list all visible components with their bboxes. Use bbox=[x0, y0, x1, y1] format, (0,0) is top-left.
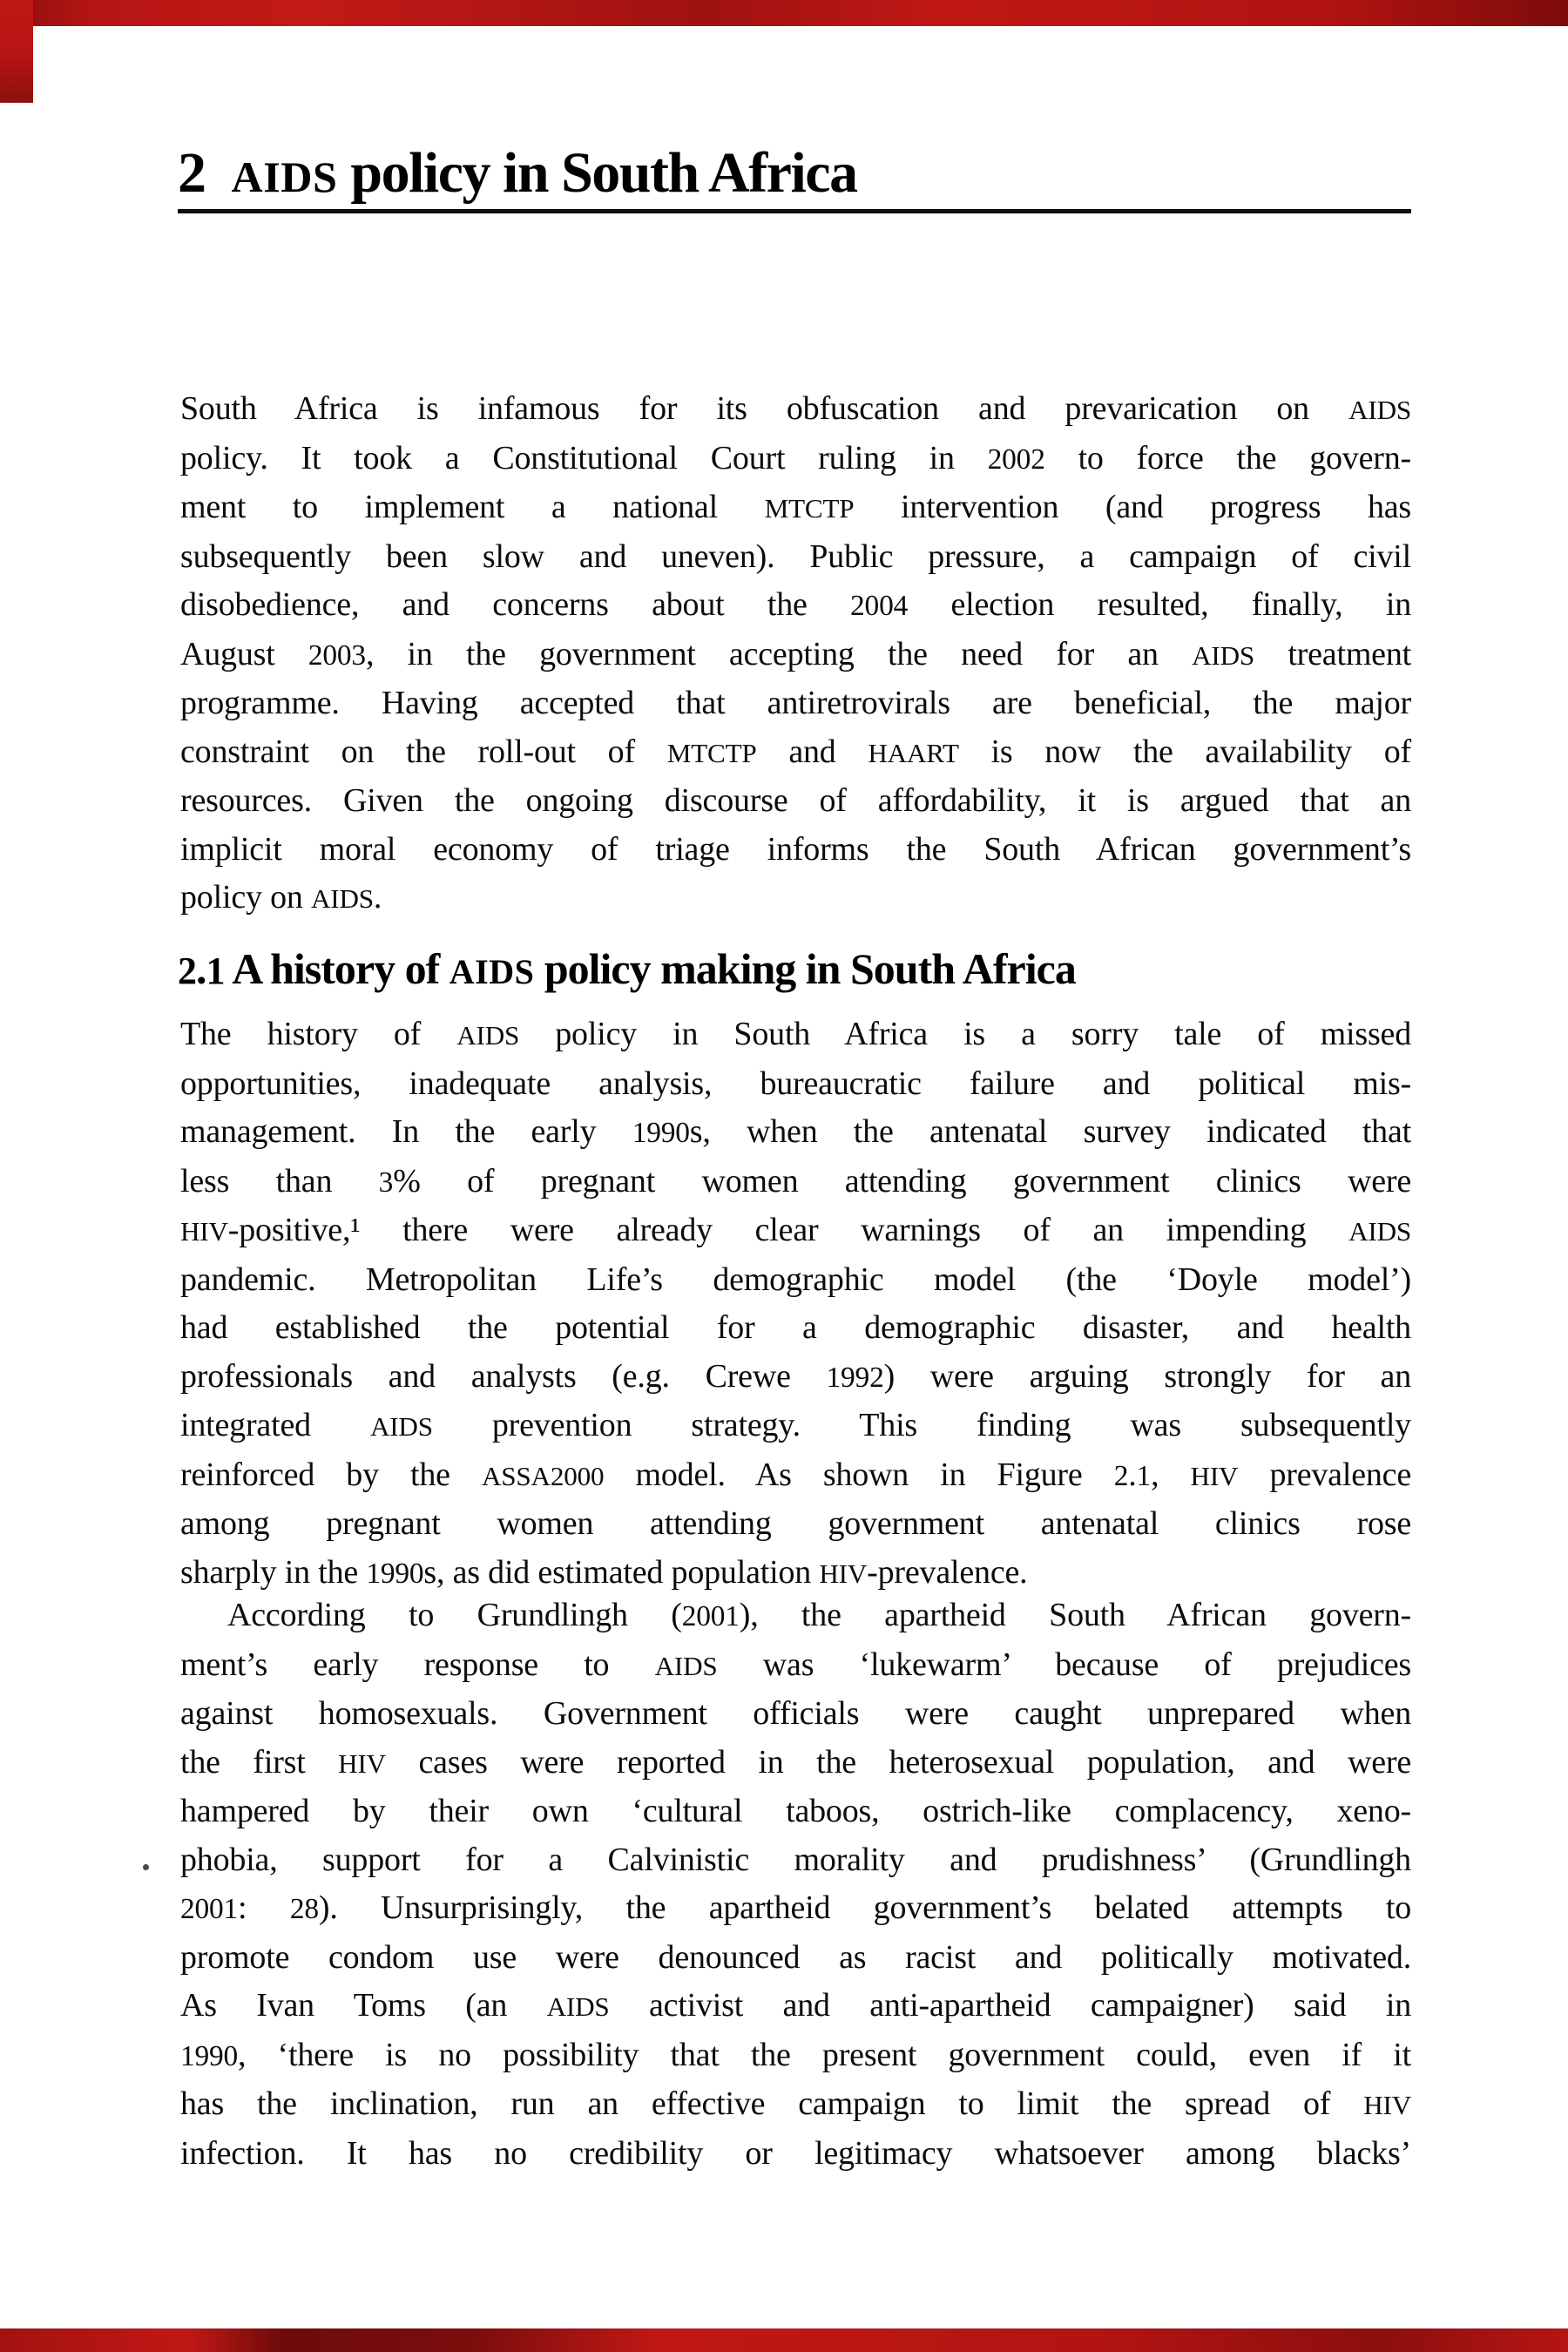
paragraph bbox=[180, 1592, 1411, 2178]
text-line: reinforced by the ASSA2000 model. As shown in Figure 2.1, HIV prevalence bbox=[180, 1456, 1411, 1493]
text-line: subsequently been slow and uneven). Public pressure, a campaign of civil bbox=[180, 537, 1411, 575]
text-line: professionals and analysts (e.g. Crewe 1992) were arguing strongly for an bbox=[180, 1357, 1411, 1395]
paragraph bbox=[180, 1010, 1411, 1598]
chapter-number: 2 bbox=[178, 141, 206, 205]
text-line: implicit moral economy of triage informs the South African government’s bbox=[180, 830, 1411, 868]
scan-edge-top-strip bbox=[0, 0, 1568, 26]
text-line: pandemic. Metropolitan Life’s demographic model (the ‘Doyle model’) bbox=[180, 1260, 1411, 1298]
text-line: The history of AIDS policy in South Africa is a sorry tale of missed bbox=[180, 1016, 1411, 1052]
text-line: opportunities, inadequate analysis, bureaucratic failure and political mis- bbox=[180, 1064, 1411, 1102]
text-line: ment to implement a national MTCTP intervention (and progress has bbox=[180, 489, 1412, 525]
text-line: ment’s early response to AIDS was ‘lukewarm’ because of prejudices bbox=[180, 1646, 1411, 1683]
text-line: policy. It took a Constitutional Court ruling in 2002 to force the govern- bbox=[180, 439, 1411, 476]
text-line: promote condom use were denounced as racist and politically motivated. bbox=[180, 1938, 1411, 1976]
text-line: sharply in the 1990s, as did estimated population HIV-prevalence. bbox=[180, 1553, 1028, 1591]
text-line: South Africa is infamous for its obfuscation and prevarication on AIDS bbox=[180, 390, 1411, 427]
paragraph bbox=[180, 385, 1411, 923]
text-line: programme. Having accepted that antiretrovirals are beneficial, the major bbox=[180, 685, 1411, 721]
text-line: among pregnant women attending government antenatal clinics rose bbox=[180, 1505, 1411, 1542]
chapter-heading-acronym: AIDS bbox=[231, 152, 338, 201]
text-line: As Ivan Toms (an AIDS activist and anti-apartheid campaigner) said in bbox=[180, 1987, 1411, 2024]
scan-edge-corner-block bbox=[0, 0, 33, 103]
text-line: had established the potential for a demographic disaster, and health bbox=[180, 1309, 1411, 1346]
chapter-heading-rule bbox=[178, 209, 1411, 213]
text-line: the first HIV cases were reported in the heterosexual population, and were bbox=[180, 1743, 1411, 1781]
text-line: infection. It has no credibility or legitimacy whatsoever among blacks’ bbox=[180, 2134, 1411, 2172]
text-line: against homosexuals. Government officials were caught unprepared when bbox=[180, 1695, 1411, 1732]
text-line: constraint on the roll-out of MTCTP and HAART is now the availability of bbox=[180, 733, 1411, 770]
section-heading: 2.1 A history of AIDS policy making in South Africa bbox=[178, 944, 1076, 993]
text-line: has the inclination, run an effective campaign to limit the spread of HIV bbox=[180, 2085, 1411, 2122]
text-line: According to Grundlingh (2001), the apartheid South African govern- bbox=[227, 1597, 1411, 1633]
text-line: 1990, ‘there is no possibility that the present government could, even if it bbox=[180, 2036, 1411, 2073]
text-line: disobedience, and concerns about the 2004 election resulted, finally, in bbox=[180, 586, 1411, 623]
text-line: hampered by their own ‘cultural taboos, ostrich-like complacency, xeno- bbox=[180, 1793, 1411, 1829]
chapter-heading-text: policy in South Africa bbox=[350, 141, 857, 205]
text-line: less than 3% of pregnant women attending government clinics were bbox=[180, 1162, 1411, 1200]
text-line: policy on AIDS. bbox=[180, 879, 382, 916]
scan-edge-bottom-strip bbox=[0, 2328, 1568, 2352]
text-line: 2001: 28). Unsurprisingly, the apartheid government’s belated attempts to bbox=[180, 1889, 1411, 1926]
text-line: management. In the early 1990s, when the antenatal survey indicated that bbox=[180, 1113, 1411, 1150]
scan-speck bbox=[143, 1864, 149, 1870]
text-line: phobia, support for a Calvinistic morality and prudishness’ (Grundlingh bbox=[180, 1841, 1411, 1878]
chapter-heading bbox=[178, 143, 1441, 207]
text-line: HIV-positive,¹ there were already clear warnings of an impending AIDS bbox=[180, 1212, 1411, 1248]
text-line: August 2003, in the government accepting the need for an AIDS treatment bbox=[180, 635, 1411, 672]
text-line: integrated AIDS prevention strategy. This finding was subsequently bbox=[180, 1407, 1411, 1443]
text-line: resources. Given the ongoing discourse of affordability, it is argued that an bbox=[180, 782, 1411, 819]
